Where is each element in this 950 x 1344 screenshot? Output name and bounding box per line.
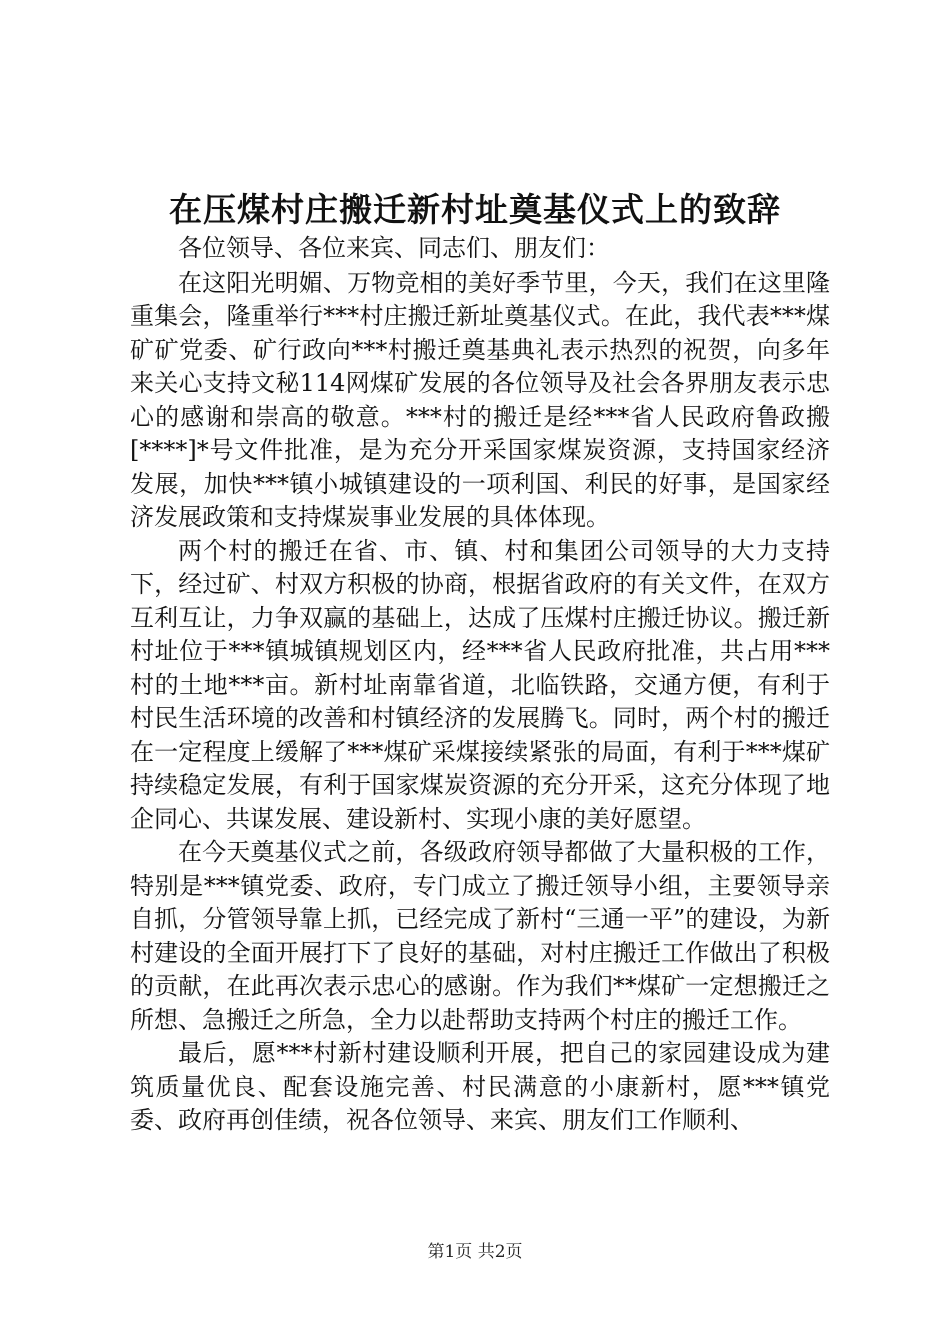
salutation: 各位领导、各位来宾、同志们、朋友们： bbox=[178, 234, 610, 262]
page-number-footer: 第1页 共2页 bbox=[427, 1242, 523, 1262]
document-body bbox=[130, 232, 830, 1138]
document-title: 在压煤村庄搬迁新村址奠基仪式上的致辞 bbox=[169, 190, 781, 229]
paragraph-4: 最后，愿***村新村建设顺利开展，把自己的家园建设成为建筑质量优良、配套设施完善、村民满意的小康新村，愿***镇党委、政府再创佳绩，祝各位领导、来宾、朋友们工作顺利、 bbox=[130, 1039, 830, 1134]
paragraph-2: 两个村的搬迁在省、市、镇、村和集团公司领导的大力支持下，经过矿、村双方积极的协商，根据省政府的有关文件，在双方互利互让，力争双赢的基础上，达成了压煤村庄搬迁协议。搬迁新村址位于***镇城镇规划区内，经***省人民政府批准，共占用***村的土地***亩。新村址南靠省道，北临铁路，交通方便，有利于村民生活环境的改善和村镇经济的发展腾飞。同时，两个村的搬迁在一定程度上缓解了***煤矿采煤接续紧张的局面，有利于***煤矿持续稳定发展，有利于国家煤炭资源的充分开采，这充分体现了地企同心、共谋发展、建设新村、实现小康的美好愿望。 bbox=[130, 536, 830, 833]
paragraph-1: 在这阳光明媚、万物竞相的美好季节里，今天，我们在这里隆重集会，隆重举行***村庄搬迁新址奠基仪式。在此，我代表***煤矿矿党委、矿行政向***村搬迁奠基典礼表示热烈的祝贺，向多年来关心支持文秘114网煤矿发展的各位领导及社会各界朋友表示忠心的感谢和崇高的敬意。***村的搬迁是经***省人民政府鲁政搬[****]*号文件批准，是为充分开采国家煤炭资源，支持国家经济发展，加快***镇小城镇建设的一项利国、利民的好事，是国家经济发展政策和支持煤炭事业发展的具体体现。 bbox=[130, 268, 830, 531]
paragraph-3: 在今天奠基仪式之前，各级政府领导都做了大量积极的工作，特别是***镇党委、政府，专门成立了搬迁领导小组，主要领导亲自抓，分管领导靠上抓，已经完成了新村“三通一平”的建设，为新村建设的全面开展打下了良好的基础，对村庄搬迁工作做出了积极的贡献，在此再次表示忠心的感谢。作为我们**煤矿一定想搬迁之所想、急搬迁之所急，全力以赴帮助支持两个村庄的搬迁工作。 bbox=[130, 838, 830, 1034]
